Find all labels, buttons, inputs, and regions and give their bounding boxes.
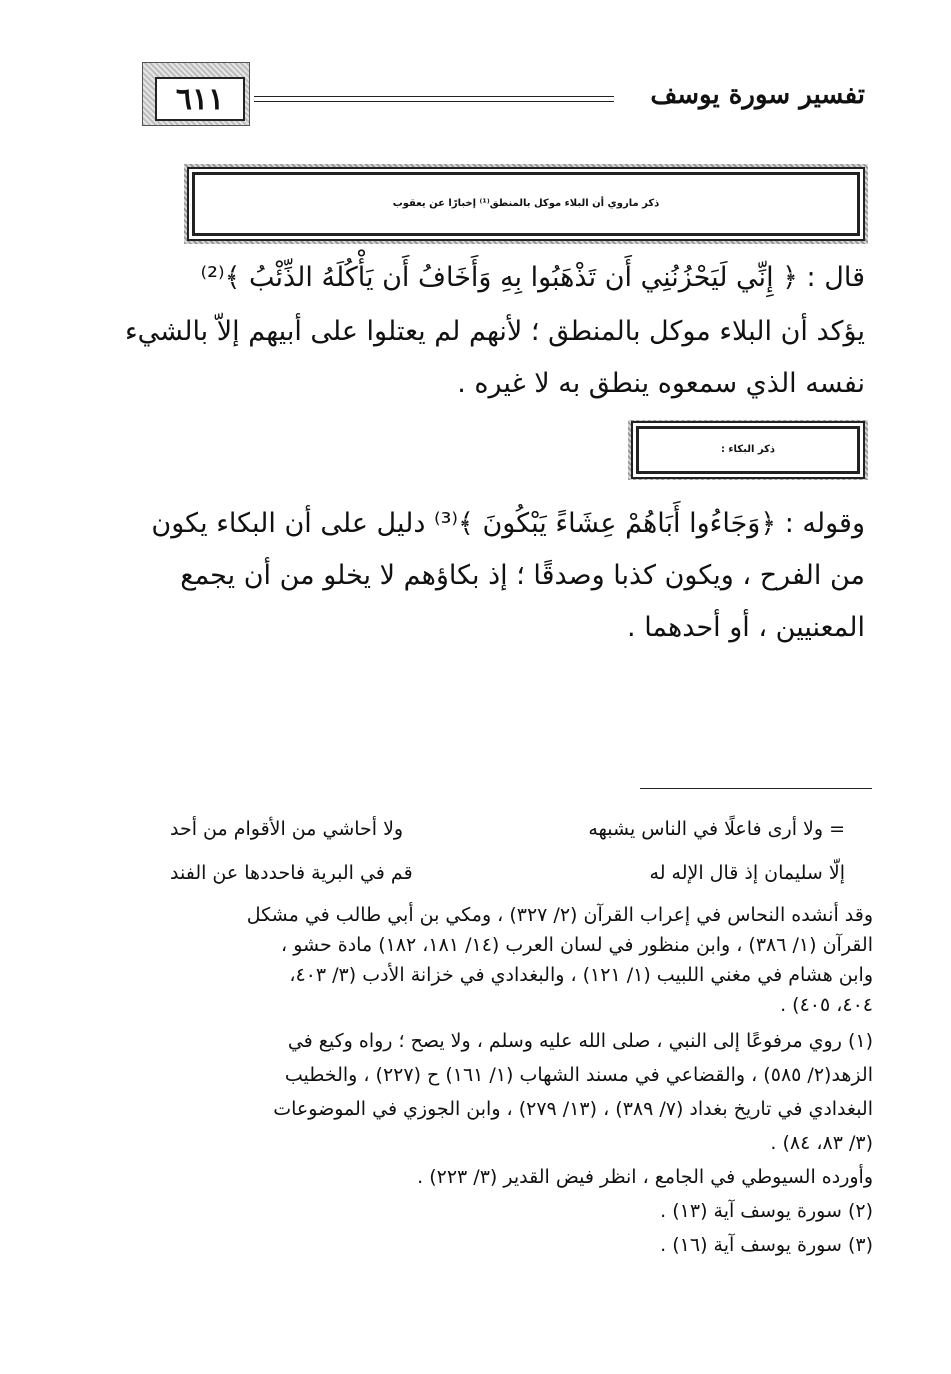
section-heading: ذكر البكاء : — [720, 444, 776, 455]
poem-hemistich: إلّا سليمان إذ قال الإله له — [649, 862, 845, 884]
section-heading-box — [636, 426, 860, 474]
body-line: يؤكد أن البلاء موكل بالمنطق ؛ لأنهم لم يعتلوا على أبيهم إلاّ بالشيء — [124, 316, 865, 347]
section-heading-box — [192, 172, 860, 236]
footnote-line: البغدادي في تاريخ بغداد (٧/ ٣٨٩) ، (١٣/ ٢٧٩) ، وابن الجوزي في الموضوعات — [273, 1098, 873, 1120]
section-heading: ذكر ماروي أن البلاء موكل بالمنطق⁽¹⁾ إخبارًا عن يعقوب — [392, 198, 660, 209]
body-line: قال : ﴿ إِنِّي لَيَحْزُنُنِي أَن تَذْهَبُوا بِهِ وَأَخَافُ أَن يَأْكُلَهُ الذِّئْبُ ﴾⁽²⁾ — [200, 262, 865, 293]
poem-hemistich: قم في البرية فاحددها عن الفند — [170, 862, 413, 884]
page-number-frame — [142, 62, 250, 126]
poem-hemistich: = ولا أرى فاعلًا في الناس يشبهه — [588, 818, 845, 840]
footnote-line: وقد أنشده النحاس في إعراب القرآن (٢/ ٣٢٧) ، ومكي بن أبي طالب في مشكل — [246, 904, 873, 926]
page-number: ٦١١ — [155, 77, 245, 121]
footnote-line: (٣/ ٨٣، ٨٤) . — [770, 1132, 873, 1154]
running-title: تفسير سورة يوسف — [650, 80, 865, 110]
footnote-line: القرآن (١/ ٣٨٦) ، وابن منظور في لسان العرب (١٤/ ١٨١، ١٨٢) مادة حشو ، — [281, 934, 873, 956]
footnote-line: (١) روي مرفوعًا إلى النبي ، صلى الله عليه وسلم ، ولا يصح ؛ رواه وكيع في — [287, 1030, 873, 1052]
body-line: المعنيين ، أو أحدهما . — [627, 612, 865, 643]
footnote-line: الزهد(٢/ ٥٨٥) ، والقضاعي في مسند الشهاب (١/ ١٦١) ح (٢٢٧) ، والخطيب — [284, 1064, 873, 1086]
footnote-line: وابن هشام في مغني اللبيب (١/ ١٢١) ، والبغدادي في خزانة الأدب (٣/ ٤٠٣، — [289, 964, 873, 986]
body-line: من الفرح ، ويكون كذبا وصدقًا ؛ إذ بكاؤهم لا يخلو من أن يجمع — [180, 560, 865, 591]
poem-hemistich: ولا أحاشي من الأقوام من أحد — [170, 818, 404, 840]
header-rule — [254, 96, 614, 97]
body-line: وقوله : ﴿وَجَاءُوا أَبَاهُمْ عِشَاءً يَبْكُونَ ﴾⁽³⁾ دليل على أن البكاء يكون — [151, 508, 865, 539]
footnote-line: (٢) سورة يوسف آية (١٣) . — [660, 1200, 873, 1222]
footnote-separator — [640, 788, 872, 789]
footnote-line: (٣) سورة يوسف آية (١٦) . — [660, 1234, 873, 1256]
header-rule — [254, 101, 614, 102]
footnote-line: وأورده السيوطي في الجامع ، انظر فيض القدير (٣/ ٢٢٣) . — [417, 1166, 873, 1188]
footnote-line: ٤٠٤، ٤٠٥) . — [780, 994, 873, 1016]
body-line: نفسه الذي سمعوه ينطق به لا غيره . — [457, 368, 865, 399]
